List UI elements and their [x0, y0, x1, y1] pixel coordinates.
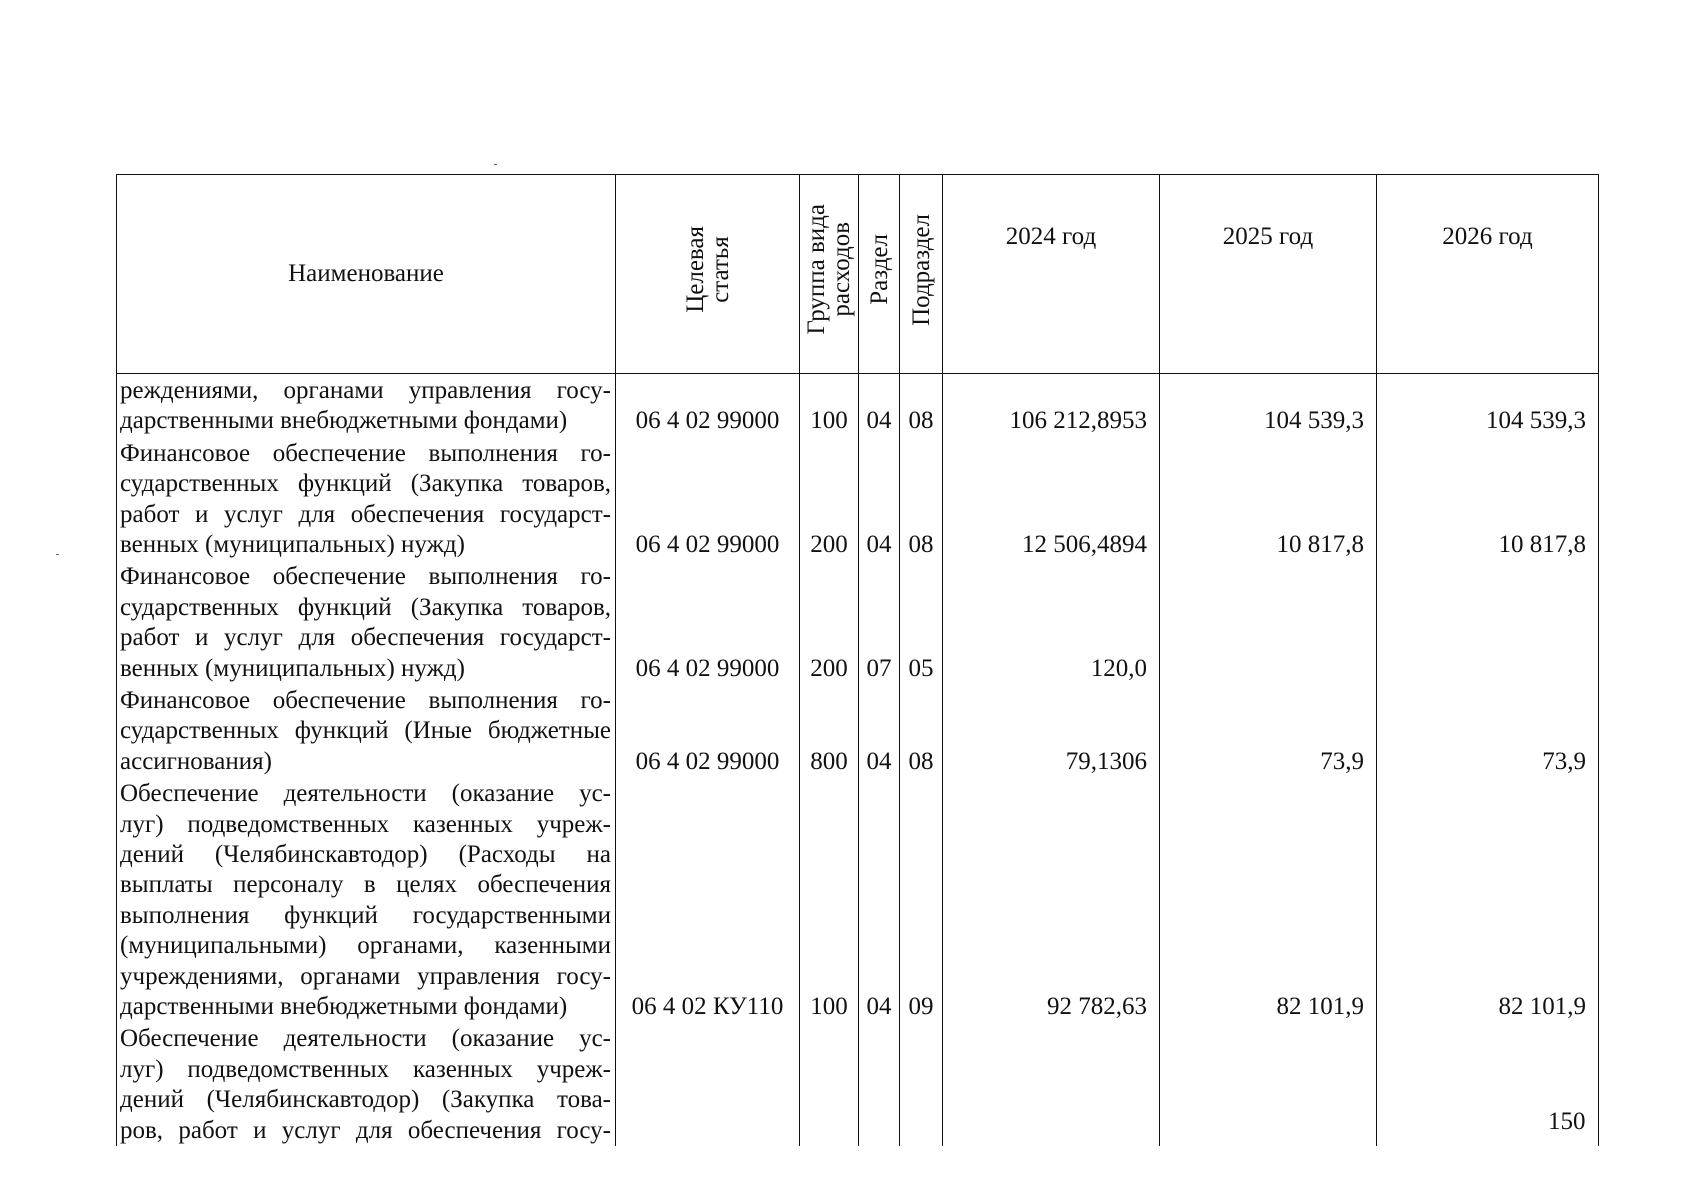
row-name-line: дарственными внебюджетными фондами): [120, 992, 568, 1020]
row-group: [800, 560, 859, 684]
row-name: [117, 437, 616, 561]
header-subsection: Подраздел: [900, 175, 943, 374]
row-section-value: 04: [866, 992, 892, 1020]
row-name-line: Финансовое обеспечение выполнения го-: [120, 686, 611, 714]
row-group-value: 800: [810, 747, 848, 775]
row-name-line: сударственных функций (Закупка товаров,: [120, 593, 611, 621]
row-2026-value: 82 101,9: [1498, 992, 1586, 1020]
table-row: [117, 437, 1599, 561]
row-2024: [943, 684, 1160, 777]
row-section: [859, 437, 900, 561]
row-group: [800, 684, 859, 777]
row-subsection-value: 08: [908, 530, 934, 558]
row-2026-value: 10 817,8: [1498, 530, 1586, 558]
scan-speck: [56, 554, 59, 555]
row-name-line: работ и услуг для обеспечения государст-: [120, 500, 611, 528]
row-2025: [1160, 560, 1377, 684]
row-name: [117, 560, 616, 684]
row-name-line: сударственных функций (Закупка товаров,: [120, 470, 611, 498]
table-row: [117, 777, 1599, 1022]
row-2024-value: 92 782,63: [1047, 992, 1147, 1020]
row-name-line: сударственных функций (Иные бюджетные: [120, 717, 611, 745]
row-2024: [943, 374, 1160, 437]
row-section-value: 04: [866, 407, 892, 435]
row-group: [800, 437, 859, 561]
header-2026: 2026 год: [1377, 175, 1599, 374]
header-target: Целевая статья: [616, 175, 800, 374]
row-subsection-value: 08: [908, 407, 934, 435]
row-name: [117, 374, 616, 437]
row-2025-value: 10 817,8: [1276, 530, 1364, 558]
row-section-value: 04: [866, 747, 892, 775]
table-row: [117, 684, 1599, 777]
row-name-line: дарственными внебюджетными фондами): [120, 407, 568, 435]
row-section: [859, 777, 900, 1022]
row-2026: [1377, 437, 1599, 561]
row-target-value: 06 4 02 99000: [635, 407, 780, 435]
row-2025-value: 82 101,9: [1276, 992, 1364, 1020]
row-subsection: [900, 684, 943, 777]
row-target: [616, 1022, 800, 1146]
row-name-line: венных (муниципальных) нужд): [120, 530, 465, 558]
row-name-line: Финансовое обеспечение выполнения го-: [120, 563, 611, 591]
row-name-line: венных (муниципальных) нужд): [120, 654, 465, 682]
row-name-line: выполнения функций государственными: [120, 901, 611, 929]
row-2025: [1160, 374, 1377, 437]
row-name: [117, 684, 616, 777]
row-2026-value: 104 539,3: [1486, 407, 1586, 435]
row-group: [800, 1022, 859, 1146]
row-subsection: [900, 1022, 943, 1146]
row-2025: [1160, 777, 1377, 1022]
row-target: [616, 437, 800, 561]
row-subsection-value: 08: [908, 747, 934, 775]
row-name-line: луг) подведомственных казенных учреж-: [120, 810, 611, 838]
row-name-line: реждениями, органами управления госу-: [120, 377, 611, 404]
row-2024-value: 79,1306: [1065, 747, 1147, 775]
row-group-value: 200: [810, 530, 848, 558]
row-name-line: ассигнования): [120, 747, 272, 775]
row-name-line: дений (Челябинскавтодор) (Закупка това-: [120, 1086, 611, 1114]
row-subsection: [900, 374, 943, 437]
row-2024: [943, 1022, 1160, 1146]
row-name: [117, 777, 616, 1022]
scan-speck: [494, 164, 497, 165]
table-row: [117, 560, 1599, 684]
budget-table: [116, 174, 1599, 1146]
row-section: [859, 684, 900, 777]
row-subsection: [900, 777, 943, 1022]
row-group: [800, 777, 859, 1022]
row-section-value: 07: [866, 654, 892, 682]
header-2024: 2024 год: [943, 175, 1160, 374]
row-2024: [943, 777, 1160, 1022]
row-2025: [1160, 684, 1377, 777]
row-2026-value: 73,9: [1542, 747, 1586, 775]
row-name-line: Обеспечение деятельности (оказание ус-: [120, 780, 611, 808]
row-2025-value: 73,9: [1320, 747, 1364, 775]
row-target: [616, 560, 800, 684]
row-group: [800, 374, 859, 437]
row-2025: [1160, 1022, 1377, 1146]
row-group-value: 200: [810, 654, 848, 682]
row-target-value: 06 4 02 99000: [635, 747, 780, 775]
table-row: [117, 1022, 1599, 1146]
row-2024: [943, 437, 1160, 561]
row-name-line: луг) подведомственных казенных учреж-: [120, 1055, 611, 1083]
row-2025-value: 104 539,3: [1264, 407, 1364, 435]
row-target: [616, 777, 800, 1022]
row-section-value: 04: [866, 530, 892, 558]
row-name-line: (муниципальными) органами, казенными: [120, 932, 611, 960]
row-name-line: выплаты персоналу в целях обеспечения: [120, 871, 611, 899]
row-section: [859, 560, 900, 684]
table-row: [117, 374, 1599, 437]
row-subsection-value: 09: [908, 992, 934, 1020]
row-group-value: 100: [810, 992, 848, 1020]
row-2024-value: 106 212,8953: [1009, 407, 1147, 435]
row-target: [616, 684, 800, 777]
row-section: [859, 374, 900, 437]
row-name-line: Обеспечение деятельности (оказание ус-: [120, 1025, 611, 1053]
row-2026: [1377, 560, 1599, 684]
row-2026: [1377, 684, 1599, 777]
row-name-line: ров, работ и услуг для обеспечения госу-: [120, 1116, 611, 1144]
row-target: [616, 374, 800, 437]
header-section: Раздел: [859, 175, 900, 374]
row-2026: [1377, 374, 1599, 437]
row-target-value: 06 4 02 КУ110: [631, 992, 784, 1020]
row-group-value: 100: [810, 407, 848, 435]
row-name-line: учреждениями, органами управления госу-: [120, 962, 611, 990]
row-2025: [1160, 437, 1377, 561]
row-name-line: Финансовое обеспечение выполнения го-: [120, 439, 611, 467]
row-name-line: дений (Челябинскавтодор) (Расходы на: [120, 840, 611, 868]
row-2026: [1377, 777, 1599, 1022]
row-name-line: работ и услуг для обеспечения государст-: [120, 624, 611, 652]
row-2024: [943, 560, 1160, 684]
row-subsection-value: 05: [908, 654, 934, 682]
table-header-row: [117, 175, 1599, 374]
row-target-value: 06 4 02 99000: [635, 530, 780, 558]
page-number: 150: [1548, 1108, 1586, 1135]
header-group: Группа вида расходов: [800, 175, 859, 374]
row-name: [117, 1022, 616, 1146]
row-section: [859, 1022, 900, 1146]
row-target-value: 06 4 02 99000: [635, 654, 780, 682]
header-2025: 2025 год: [1160, 175, 1377, 374]
row-2024-value: 120,0: [1090, 654, 1147, 682]
row-subsection: [900, 560, 943, 684]
header-name: Наименование: [117, 175, 616, 374]
row-subsection: [900, 437, 943, 561]
row-2024-value: 12 506,4894: [1022, 530, 1147, 558]
